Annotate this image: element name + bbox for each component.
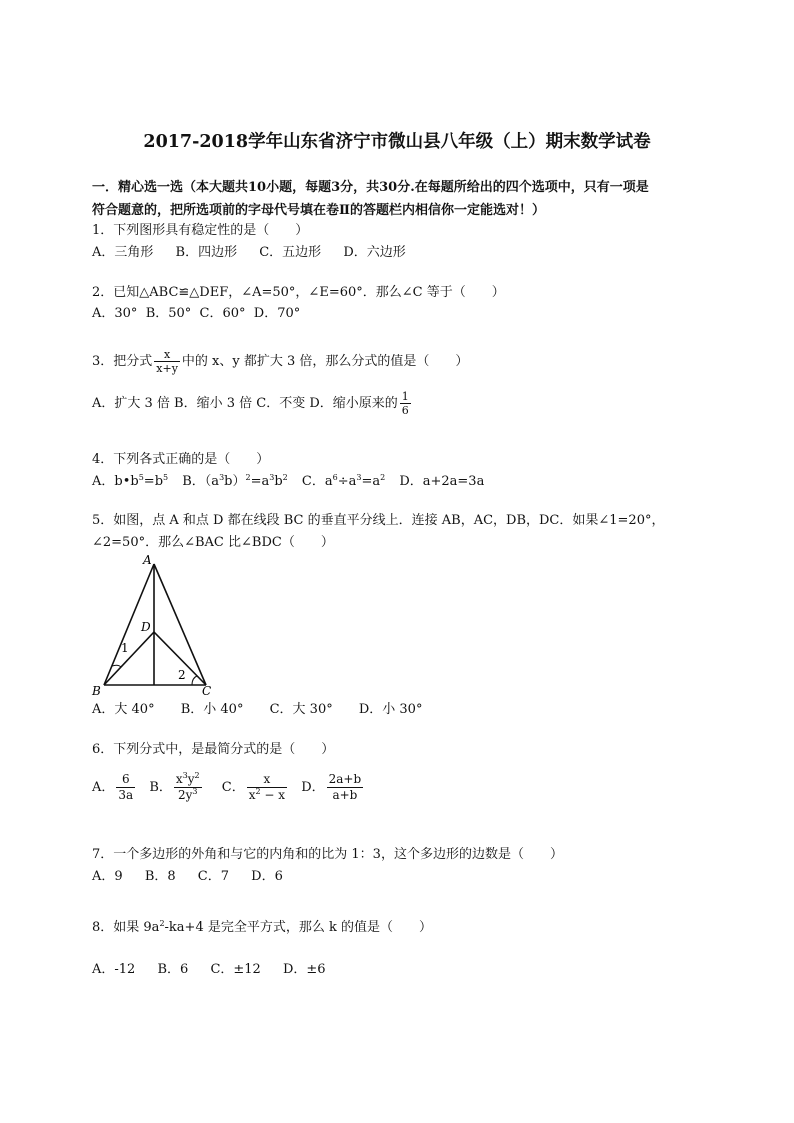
q7-option-d[interactable]: D．6 [251,869,283,884]
q3-stem-post: 中的 x、y 都扩大 3 倍，那么分式的值是（ ） [181,354,469,369]
q3-stem-pre: 3．把分式 [92,354,153,369]
question-5-options [92,702,440,718]
question-3-stem [92,348,468,375]
question-7-options [92,869,301,885]
question-8-options [92,962,344,978]
q6-option-d[interactable]: D． $\frac{2a+b}{a+b}$ [301,772,362,802]
q8-option-a[interactable]: A．-12 [92,962,136,977]
q8-option-b[interactable]: B．6 [157,962,189,977]
q6-option-c[interactable]: C． $\frac{x}{x^2 - x}$ [221,772,286,802]
question-4-options [92,474,502,490]
q1-option-b[interactable]: B．四边形 [175,245,238,260]
q3-opt-denominator: 6 [401,404,409,417]
q3-frac-denominator: x+y [156,362,178,375]
label-b: B [92,684,101,697]
q7-option-a[interactable]: A．9 [92,869,123,884]
question-7-stem: 7．一个多边形的外角和与它的内角和的比为 1：3，这个多边形的边数是（ ） [92,847,563,862]
question-1-stem: 1．下列图形具有稳定性的是（ ） [92,223,309,238]
angle-1-arc [112,665,121,667]
segment-ac [154,564,206,685]
question-5-stem-line1: 5．如图，点 A 和点 D 都在线段 BC 的垂直平分线上．连接 AB，AC，DB，DC．如果∠1=20°， [92,513,665,528]
label-angle-2: 2 [178,668,186,682]
q4-option-a[interactable]: A．$b•b^5=b^5$ [92,473,169,489]
question-2-options[interactable]: A．30° B．50° C．60° D．70° [92,306,301,321]
label-c: C [202,684,212,697]
q6-option-b[interactable]: B． $\frac{x^3y^2}{2y^3}$ [149,771,200,802]
segment-db [104,632,154,685]
q6-option-a[interactable]: A． $\frac{6}{3a}$ [92,772,134,802]
page-title: 2017-2018学年山东省济宁市微山县八年级（上）期末数学试卷 [143,132,651,152]
q3-options-text: A．扩大 3 倍 B．缩小 3 倍 C．不变 D．缩小原来的 [92,396,398,411]
question-5-stem-line2: ∠2=50°．那么∠BAC 比∠BDC（ ） [92,535,334,550]
q3-option-fraction [400,390,411,417]
q8-option-c[interactable]: C．±12 [210,962,261,977]
q5-option-a[interactable]: A．大 40° [92,702,155,717]
triangle-figure [88,552,228,697]
section-instructions-line2: 符合题意的，把所选项前的字母代号填在卷Ⅱ的答题栏内相信你一定能选对！） [92,203,545,218]
q4-option-d[interactable]: D．a+2a=3a [399,474,485,489]
question-2-stem: 2．已知△ABC≌△DEF，∠A=50°，∠E=60°．那么∠C 等于（ ） [92,285,505,300]
angle-2-arc [192,676,197,685]
q5-option-b[interactable]: B．小 40° [180,702,244,717]
question-6-options [92,772,365,803]
q5-option-d[interactable]: D．小 30° [358,702,423,717]
label-d: D [141,620,151,634]
q4-option-c[interactable]: C．$a^6\div a^3=a^2$ [301,473,386,489]
question-6-stem: 6．下列分式中，是最简分式的是（ ） [92,742,335,757]
q3-frac-numerator: x [163,348,171,361]
question-4-stem: 4．下列各式正确的是（ ） [92,452,270,467]
q4-option-b[interactable]: B．$(a^3b)^2=a^3b^2$ [182,473,288,489]
question-1-options [92,245,424,261]
label-angle-1: 1 [121,641,129,655]
q1-option-a[interactable]: A．三角形 [92,245,154,260]
q8-option-d[interactable]: D．±6 [282,962,326,977]
q1-option-c[interactable]: C．五边形 [259,245,322,260]
q5-option-c[interactable]: C．大 30° [269,702,333,717]
q7-option-c[interactable]: C．7 [197,869,229,884]
question-3-options[interactable] [92,390,413,417]
section-instructions-line1: 一．精心选一选（本大题共10小题，每题3分，共30分.在每题所给出的四个选项中，只有一项是 [92,180,649,195]
question-8-stem: 8．如果 $9a^2-ka+4$ 是完全平方式，那么 k 的值是（ ） [92,919,432,935]
q1-option-d[interactable]: D．六边形 [343,245,406,260]
q3-opt-numerator: 1 [401,390,409,403]
label-a: A [143,553,152,567]
q7-option-b[interactable]: B．8 [144,869,176,884]
q3-fraction [154,348,180,375]
